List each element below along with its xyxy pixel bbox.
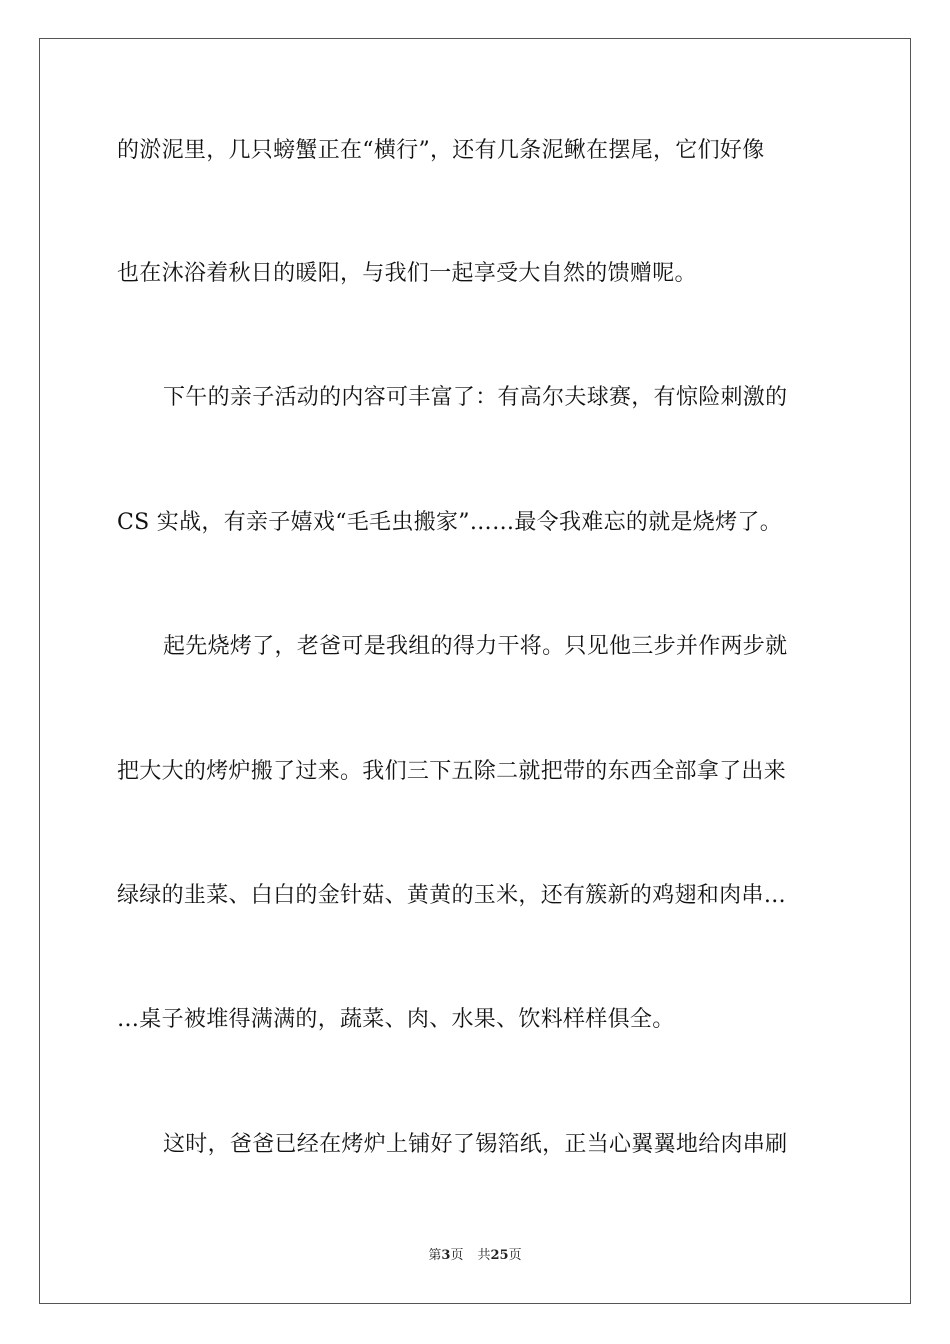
text-line-1: 的淤泥里，几只螃蟹正在“横行”，还有几条泥鳅在摆尾，它们好像: [117, 138, 765, 163]
page-number: 3: [441, 1248, 451, 1263]
total-prefix: 共: [477, 1248, 491, 1263]
text-line-2: 也在沐浴着秋日的暖阳，与我们一起享受大自然的馈赠呢。: [117, 261, 697, 286]
total-suffix: 页: [508, 1248, 522, 1263]
page-border: [39, 38, 911, 1304]
page-footer: [0, 1247, 950, 1265]
text-line-4: CS 实战，有亲子嬉戏“毛毛虫搬家”……最令我难忘的就是烧烤了。: [117, 510, 782, 535]
total-pages: 25: [490, 1248, 509, 1263]
text-line-7: 绿绿的韭菜、白白的金针菇、黄黄的玉米，还有簇新的鸡翅和肉串…: [117, 883, 787, 908]
text-line-6: 把大大的烤炉搬了过来。我们三下五除二就把带的东西全部拿了出来: [117, 759, 787, 784]
text-line-8: …桌子被堆得满满的，蔬菜、肉、水果、饮料样样俱全。: [117, 1007, 675, 1032]
paragraph-start-line-3: 下午的亲子活动的内容可丰富了：有高尔夫球赛，有惊险刺激的: [163, 385, 788, 410]
paragraph-start-line-9: 这时，爸爸已经在烤炉上铺好了锡箔纸，正当心翼翼地给肉串刷: [163, 1132, 788, 1157]
page-suffix: 页: [450, 1248, 464, 1263]
paragraph-start-line-5: 起先烧烤了，老爸可是我组的得力干将。只见他三步并作两步就: [163, 634, 788, 659]
page-prefix: 第: [428, 1248, 442, 1263]
